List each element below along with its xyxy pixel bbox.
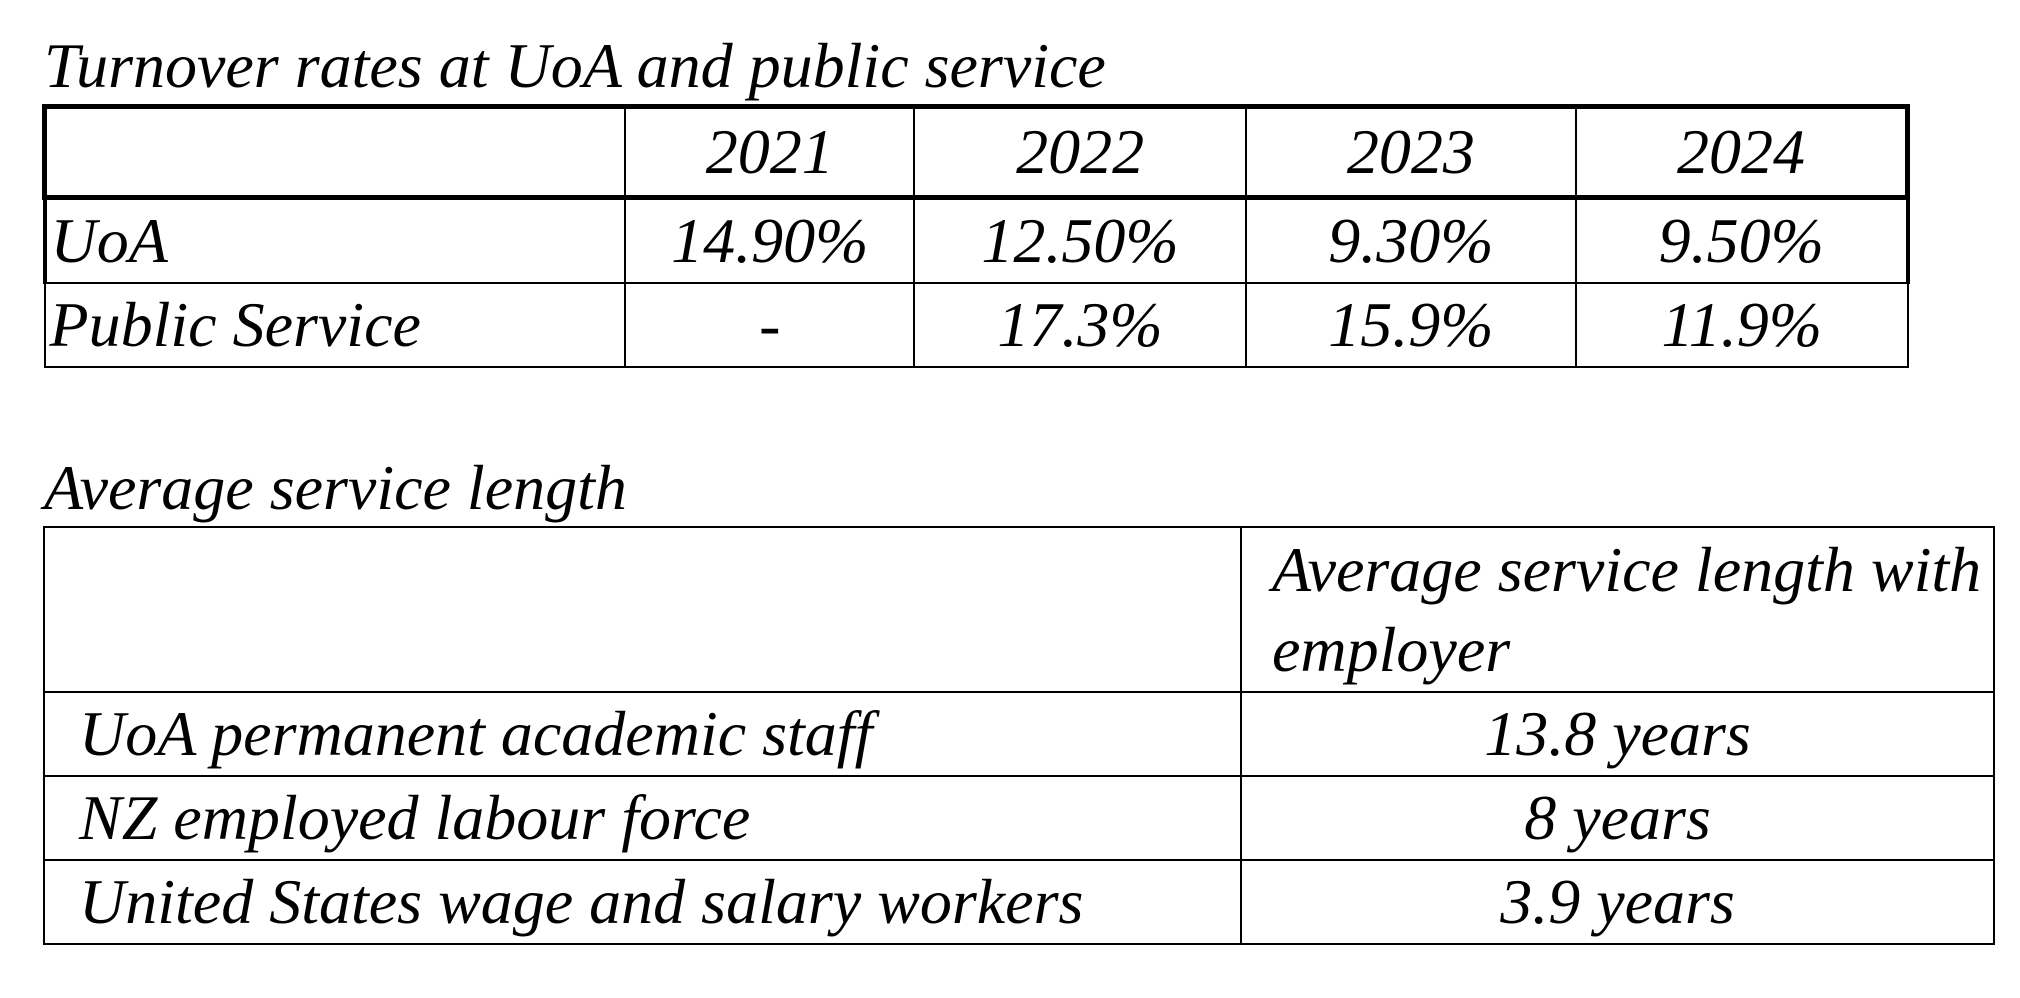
turnover-table — [42, 104, 1910, 368]
service-header-row — [44, 527, 1994, 692]
year-header-2021: 2021 — [625, 107, 914, 198]
table-cell: 14.90% — [625, 198, 914, 284]
table-row — [45, 198, 1908, 284]
table-cell: - — [625, 283, 914, 367]
table-row — [44, 860, 1994, 944]
table-cell: 8 years — [1241, 776, 1994, 860]
table-cell: 15.9% — [1246, 283, 1576, 367]
row-label-us-workers: United States wage and salary workers — [44, 860, 1241, 944]
table-cell: 9.30% — [1246, 198, 1576, 284]
table-row — [45, 283, 1908, 367]
row-label-uoa-academic: UoA permanent academic staff — [44, 692, 1241, 776]
service-length-table — [43, 526, 1995, 945]
year-header-2023: 2023 — [1246, 107, 1576, 198]
row-label-public-service: Public Service — [45, 283, 626, 367]
turnover-header-row — [45, 107, 1908, 198]
row-label-uoa: UoA — [45, 198, 626, 284]
table-cell: 11.9% — [1576, 283, 1907, 367]
table-cell: 13.8 years — [1241, 692, 1994, 776]
table-row — [44, 776, 1994, 860]
service-corner-cell — [44, 527, 1241, 692]
turnover-caption: Turnover rates at UoA and public service — [44, 30, 1106, 101]
table-cell: 17.3% — [914, 283, 1245, 367]
table-cell: 3.9 years — [1241, 860, 1994, 944]
table-cell: 12.50% — [914, 198, 1245, 284]
year-header-2024: 2024 — [1576, 107, 1907, 198]
year-header-2022: 2022 — [914, 107, 1245, 198]
row-label-nz-labour-force: NZ employed labour force — [44, 776, 1241, 860]
service-length-caption: Average service length — [44, 452, 627, 523]
service-length-header: Average service length with employer — [1241, 527, 1994, 692]
table-cell: 9.50% — [1576, 198, 1907, 284]
turnover-corner-cell — [45, 107, 626, 198]
table-row — [44, 692, 1994, 776]
